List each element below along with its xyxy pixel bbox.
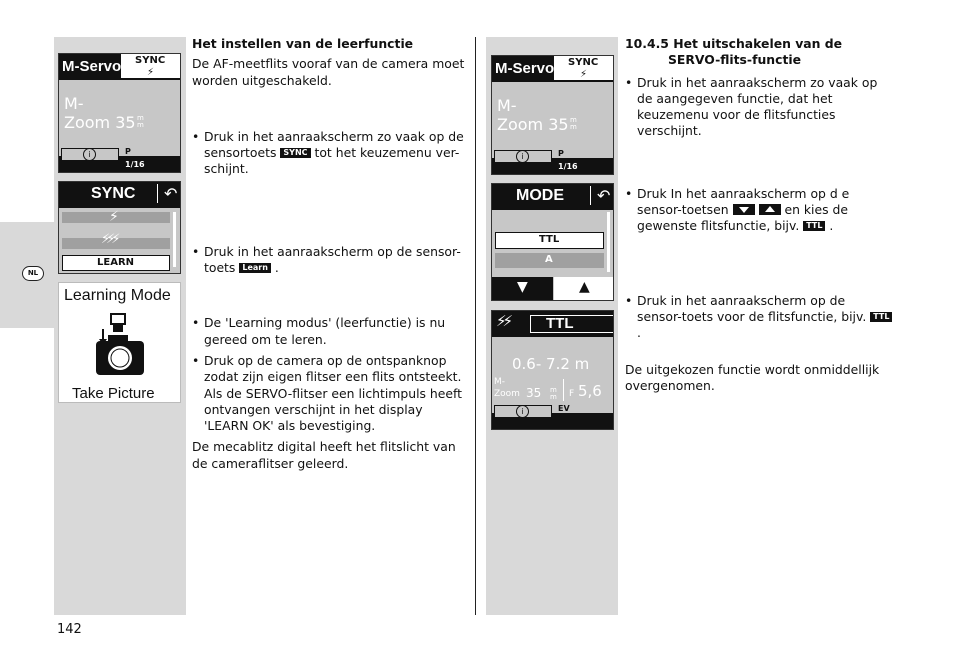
right-column [625,36,893,394]
info-icon: i [83,148,96,161]
arrow-up-icon: ▲ [579,279,590,295]
multiflash-icon: ⚡⚡ [496,312,510,330]
mservo-line1: M- [497,96,517,115]
learn-label: LEARN [97,257,135,268]
mservo-title: M-Servo [495,60,555,77]
right-step3 [625,293,893,342]
learning-title: Learning Mode [64,287,171,304]
screen-mservo-2 [491,55,614,175]
ttl-zoom-label: Zoom [494,389,520,399]
back-icon[interactable]: ↶ [590,186,610,205]
take-picture-caption: Take Picture [72,385,155,402]
right-step2-a: Druk In het aanraakscherm op d e sensor-toetsen [637,185,850,218]
right-heading-text: Het uitschakelen van de SERVO-flits-functie [668,36,843,68]
p-label: P [558,149,564,158]
ttl-zoom-value: 35 [526,386,542,400]
screen-mode-menu [491,183,614,301]
sync-title: SYNC [91,185,136,202]
ev-label: EV [558,404,570,413]
flash-unit-head [111,314,125,324]
flash-icon: ⚡ [147,67,155,78]
ttl-range: 0.6- 7.2 m [512,355,590,373]
multiflash-icon: ⚡⚡⚡ [101,232,117,247]
p-label: P [125,147,131,156]
right-step1: • Druk in het aanraakscherm zo vaak op de aangegeven functie, dat het keuzemenu voor de flitsfuncties verschijnt. [625,75,893,140]
menu-item-ttl-label: TTL [539,234,560,245]
mservo-title: M-Servo [62,58,122,75]
flash-icon: ⚡ [580,69,588,80]
column-divider [475,37,476,615]
left-intro: De AF-meetflits vooraf van de camera moet worden uitgeschakeld. [192,56,465,88]
left-step2-b: . [274,260,279,276]
mode-title: MODE [516,187,564,204]
info-icon: i [516,150,529,163]
right-outro: De uitgekozen functie wordt onmiddellijk overgenomen. [625,361,880,393]
left-step4: • Druk op de camera op de ontspanknop zodat zijn eigen flitser een flits ontsteekt. Als de SERVO-flitser een lichtimpuls heeft ontvangen verschijnt in het display 'LEARN OK' als bevestiging. [192,353,466,434]
right-step2-c: . [829,218,834,234]
left-column [192,36,466,472]
camera-flash-illustration [93,313,149,379]
zoom-unit: m m [570,116,577,131]
left-step3: • De 'Learning modus' (leerfunctie) is nu gereed om te leren. [192,315,466,348]
left-step2 [192,244,466,277]
camera-lens-inner [111,349,129,367]
flash-unit-body [113,324,123,332]
left-outro: De mecablitz digital heeft het flitslicht van de cameraflitser geleerd. [192,439,456,471]
ttl-m-label: M- [494,377,506,387]
zoom-unit: m m [137,114,144,129]
left-step1-b: tot het keuzemenu ver-schijnt. [204,145,460,177]
left-step1-a: Druk in het aanraakscherm zo vaak op de sensortoets [204,128,464,161]
ratio-label: 1/16 [558,162,578,171]
ttl-zoom-unit: m m [550,386,557,401]
learn-badge: Learn [239,263,271,273]
ttl-badge-2: TTL [870,312,892,322]
language-badge: NL [22,266,44,281]
mservo-line2: Zoom 35 [64,113,136,132]
ratio-label: 1/16 [125,160,145,169]
arrow-down-icon [733,204,755,215]
right-step2 [625,186,893,235]
right-step2-b: en kies de gewenste flitsfunctie, bijv. [637,202,848,234]
right-heading [625,36,893,69]
screen-learning-mode [58,282,181,403]
mservo-line1: M- [64,94,84,113]
menu-item-a-label: A [545,254,553,265]
left-heading: Het instellen van de leerfunctie [192,36,414,51]
info-icon: i [516,405,529,418]
screen-mservo [58,53,181,173]
menu-scrollbar[interactable] [173,212,176,267]
sync-badge: SYNC [280,148,310,158]
ttl-f-value: 5,6 [578,382,602,400]
left-step2-a: Druk in het aanraakscherm op de sensor-toets [204,243,461,276]
arrow-up-icon [759,204,781,215]
right-heading-num: 10.4.5 [625,36,669,51]
screen-ttl [491,310,614,430]
ttl-divider [563,379,564,401]
flash-icon: ⚡ [109,209,119,225]
ttl-f-label: F [569,389,575,399]
left-step1 [192,129,466,178]
ttl-title: TTL [546,315,574,332]
page-number: 142 [57,622,82,637]
arrow-down-icon: ▼ [517,279,528,295]
right-step3-c: . [637,325,641,341]
screen-sync-menu [58,181,181,274]
sync-label: SYNC [135,55,166,66]
menu-scrollbar[interactable] [607,212,610,272]
back-icon[interactable]: ↶ [157,184,177,203]
mservo-line2: Zoom 35 [497,115,569,134]
sync-label: SYNC [568,57,599,68]
right-step3-a: Druk in het aanraakscherm op de sensor-toets voor de flitsfunctie, bijv. [637,292,867,324]
ttl-badge: TTL [803,221,825,231]
